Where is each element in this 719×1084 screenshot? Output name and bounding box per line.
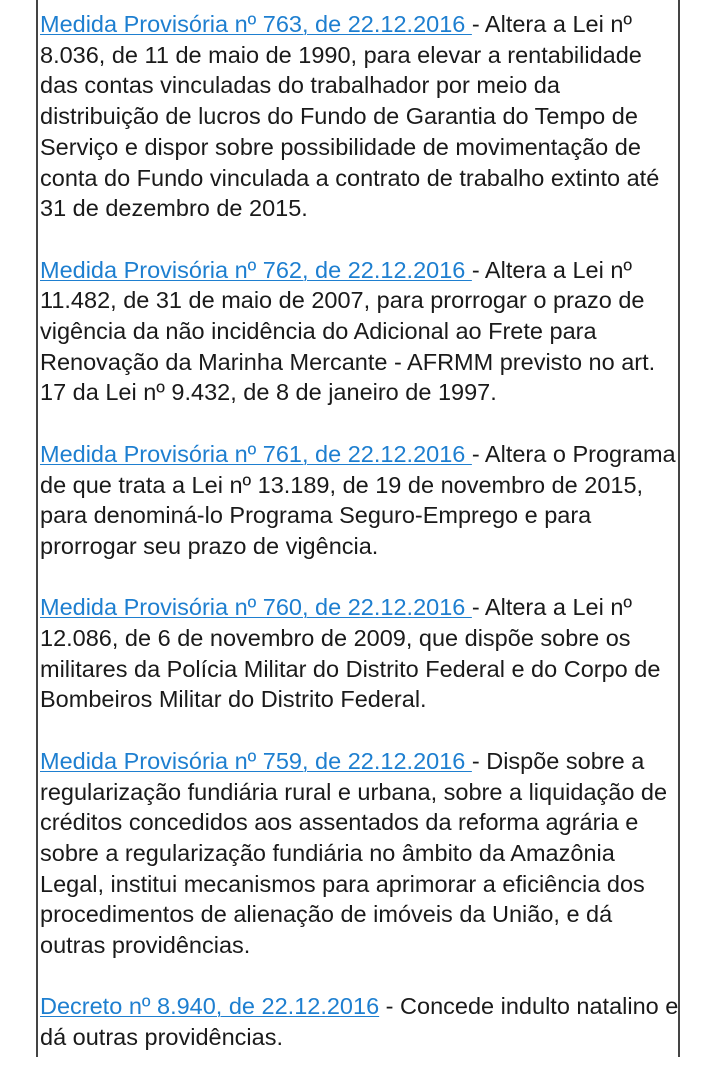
entry-mp-761 — [40, 439, 681, 562]
decreto-8940-description: - Concede indulto natalino e dá outras providências. — [40, 993, 679, 1051]
entry-mp-759 — [40, 746, 681, 961]
entry-mp-760 — [40, 592, 681, 715]
mp-763-description: - Altera a Lei nº 8.036, de 11 de maio de 1990, para elevar a rentabilidade das contas vinculadas do trabalhador por meio da distribuição de lucros do Fundo de Garantia do Tempo de Serviço e dispor sobre possibilidade de movimentação de conta do Fundo vinculada a contrato de trabalho extinto até 31 de dezembro de 2015. — [40, 11, 660, 222]
mp-760-description: - Altera a Lei nº 12.086, de 6 de novembro de 2009, que dispõe sobre os militares da Polícia Militar do Distrito Federal e do Corpo de Bombeiros Militar do Distrito Federal. — [40, 594, 661, 713]
entry-mp-763 — [40, 9, 681, 224]
decreto-8940-link[interactable]: Decreto nº 8.940, de 22.12.2016 — [40, 993, 380, 1020]
mp-762-link[interactable]: Medida Provisória nº 762, de 22.12.2016 — [40, 256, 472, 283]
legislation-list — [40, 9, 681, 1084]
mp-759-description: - Dispõe sobre a regularização fundiária rural e urbana, sobre a liquidação de créditos concedidos aos assentados da reforma agrária e sobre a regularização fundiária no âmbito da Amazônia Legal, institui mecanismos para aprimorar a eficiência dos procedimentos de alienação de imóveis da União, e dá outras providências. — [40, 747, 668, 959]
mp-762-description: - Altera a Lei nº 11.482, de 31 de maio de 2007, para prorrogar o prazo de vigência da não incidência do Adicional ao Frete para Renovação da Marinha Mercante - AFRMM previsto no art. 17 da Lei nº 9.432, de 8 de janeiro de 1997. — [40, 256, 656, 406]
mp-760-link[interactable]: Medida Provisória nº 760, de 22.12.2016 — [40, 594, 472, 621]
entry-decreto-8940 — [40, 991, 681, 1052]
mp-759-link[interactable]: Medida Provisória nº 759, de 22.12.2016 — [40, 747, 472, 774]
mp-761-link[interactable]: Medida Provisória nº 761, de 22.12.2016 — [40, 440, 472, 467]
mp-761-description: - Altera o Programa de que trata a Lei nº 13.189, de 19 de novembro de 2015, para denominá-lo Programa Seguro-Emprego e para prorrogar seu prazo de vigência. — [40, 440, 676, 559]
entry-mp-762 — [40, 255, 681, 409]
mp-763-link[interactable]: Medida Provisória nº 763, de 22.12.2016 — [40, 11, 472, 37]
